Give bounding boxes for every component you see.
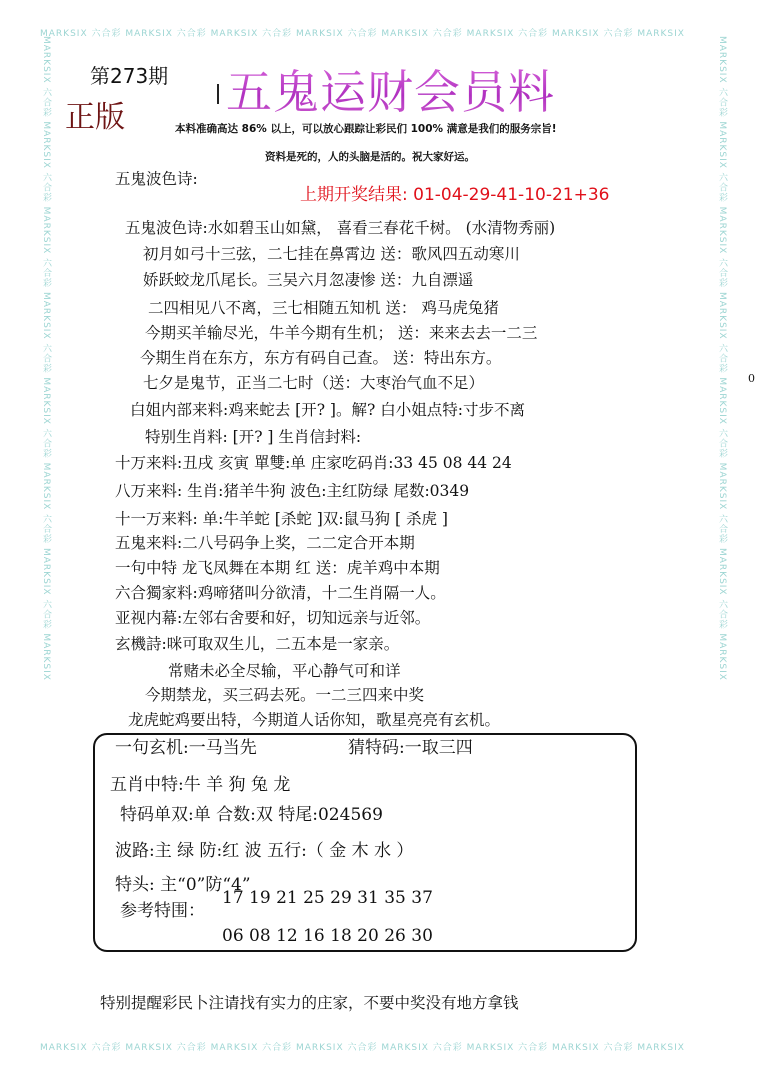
poem-line: 二四相见八不离，三七相随五知机 送： 鸡马虎兔猪 xyxy=(148,299,499,317)
info-line: 今期禁龙，买三码去死。一二三四来中奖 xyxy=(145,686,425,704)
page-title: 五鬼运财会员料 xyxy=(226,56,555,122)
info-line: 特别生肖料: [开? ] 生肖信封料: xyxy=(145,428,362,446)
info-line: 六合獨家料:鸡啼猪叫分欲清，十二生肖隔一人。 xyxy=(115,584,446,602)
info-line: 十万来料:丑戌 亥寅 單雙:单 庄家吃码肖:33 45 08 44 24 xyxy=(115,454,512,472)
info-line: 一句中特 龙飞凤舞在本期 红 送：虎羊鸡中本期 xyxy=(115,559,440,577)
slogan-1: 本料准确高达 86% 以上，可以放心跟踪让彩民们 100% 满意是我们的服务宗旨! xyxy=(175,123,557,135)
info-line: 常赌未必全尽输，平心静气可和详 xyxy=(168,662,401,680)
poem-line: 初月如弓十三弦，二七挂在鼻霄边 送：歌风四五动寒川 xyxy=(143,245,520,263)
info-line: 八万来料: 生肖:猪羊牛狗 波色:主红防绿 尾数:0349 xyxy=(115,482,470,500)
five-zodiac: 五肖中特:牛 羊 狗 兔 龙 xyxy=(110,775,291,795)
reference-numbers-row-1: 17 19 21 25 29 31 35 37 xyxy=(222,888,433,908)
poem-line: 今期买羊输尽光，牛羊今期有生机； 送：来来去去一二三 xyxy=(145,324,538,342)
last-result: 上期开奖结果: 01-04-29-41-10-21+36 xyxy=(300,185,610,205)
special-head: 特头: 主“0”防“4” xyxy=(115,875,251,895)
poem-line: 娇跃蛟龙爪尾长。三吴六月忽凄惨 送：九自漂遥 xyxy=(143,271,474,289)
issue-number: 第273期 xyxy=(90,64,169,88)
guess-code: 猜特码:一取三四 xyxy=(348,738,473,758)
wave-path: 波路:主 绿 防:红 波 五行:（ 金 木 水 ） xyxy=(115,841,414,861)
watermark-border-right: MARKSIX 六合彩 MARKSIX 六合彩 MARKSIX 六合彩 MARKSIX 六合彩 MARKSIX 六合彩 MARKSIX 六合彩 MARKSIX 六合彩 MARKSIX xyxy=(717,36,727,681)
info-line: 十一万来料: 单:牛羊蛇 [杀蛇 ]双:鼠马狗 [ 杀虎 ] xyxy=(115,510,448,528)
info-line: 玄機詩:咪可取双生儿，二五本是一家亲。 xyxy=(115,635,400,653)
poem-line: 今期生肖在东方，东方有码自己查。 送：特出东方。 xyxy=(140,349,502,367)
side-mark: 0 xyxy=(748,372,755,385)
slogan-2: 资料是死的，人的头脑是活的。祝大家好运。 xyxy=(265,151,475,163)
info-line: 龙虎蛇鸡要出特，今期道人话你知，歌星亮亮有玄机。 xyxy=(128,711,501,729)
info-line: 五鬼来料:二八号码争上奖，二二定合开本期 xyxy=(115,534,415,552)
info-line: 白姐内部来料:鸡来蛇去 [开? ]。解? 白小姐点特:寸步不离 xyxy=(130,401,525,419)
reference-label: 参考特围： xyxy=(120,901,205,921)
footer-warning: 特别提醒彩民卜注请找有实力的庄家，不要中奖没有地方拿钱 xyxy=(100,994,519,1012)
watermark-border-bottom: MARKSIX 六合彩 MARKSIX 六合彩 MARKSIX 六合彩 MARKSIX 六合彩 MARKSIX 六合彩 MARKSIX 六合彩 MARKSIX 六合彩 MARKSIX xyxy=(40,1043,685,1053)
riddle: 一句玄机:一马当先 xyxy=(115,738,257,758)
reference-numbers-row-2: 06 08 12 16 18 20 26 30 xyxy=(222,926,433,946)
poem-line: 七夕是鬼节，正当二七时（送：大枣治气血不足） xyxy=(143,374,485,392)
genuine-label: 正版 xyxy=(65,100,125,135)
watermark-border-top: MARKSIX 六合彩 MARKSIX 六合彩 MARKSIX 六合彩 MARKSIX 六合彩 MARKSIX 六合彩 MARKSIX 六合彩 MARKSIX 六合彩 MARKSIX xyxy=(40,29,685,39)
poem-line: 五鬼波色诗:水如碧玉山如黛， 喜看三春花千树。 (水清物秀丽) xyxy=(125,219,556,237)
odd-even: 特码单双:单 合数:双 特尾:024569 xyxy=(120,805,383,825)
divider xyxy=(217,84,219,104)
poem-heading: 五鬼波色诗: xyxy=(115,170,198,188)
info-line: 亚视内幕:左邻右舍要和好，切知远亲与近邻。 xyxy=(115,609,431,627)
watermark-border-left: MARKSIX 六合彩 MARKSIX 六合彩 MARKSIX 六合彩 MARKSIX 六合彩 MARKSIX 六合彩 MARKSIX 六合彩 MARKSIX 六合彩 MARKSIX xyxy=(41,36,51,681)
